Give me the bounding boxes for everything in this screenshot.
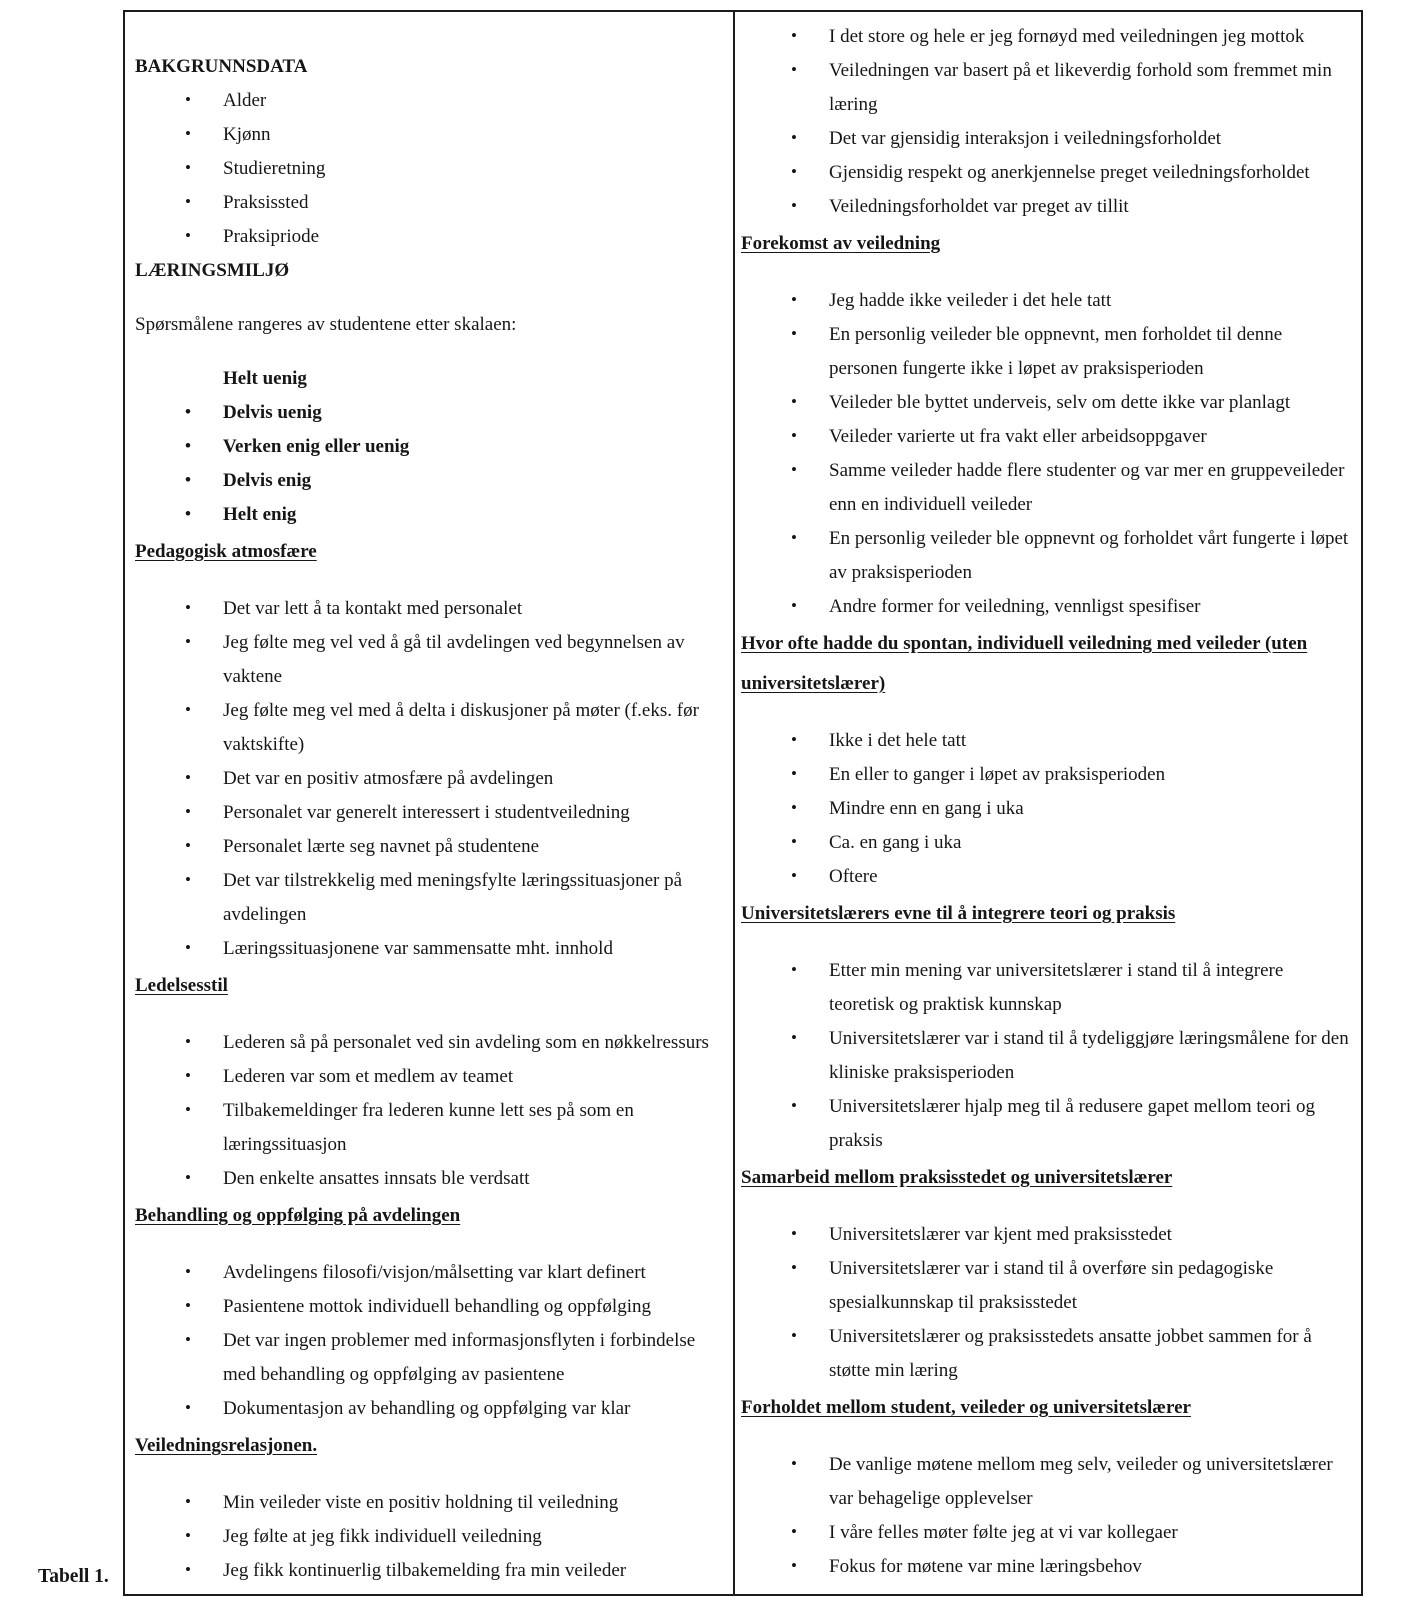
- list-item: [741, 386, 1353, 420]
- bullet-list: [135, 1026, 725, 1196]
- list-item: [741, 1218, 1353, 1252]
- bullet-list: [135, 1256, 725, 1426]
- bullet-icon: •: [185, 158, 191, 177]
- scale-list: [135, 362, 725, 532]
- list-item: [741, 758, 1353, 792]
- list-item: [741, 1090, 1353, 1158]
- list-item: [135, 1290, 725, 1324]
- list-item: [741, 454, 1353, 522]
- list-item-text: I våre felles møter følte jeg at vi var kollegaer: [829, 1522, 1178, 1543]
- spacer: [741, 1428, 1353, 1448]
- bullet-icon: •: [791, 1522, 797, 1541]
- list-item: [135, 362, 725, 396]
- list-item-text: Det var ingen problemer med informasjonsflyten i forbindelse med behandling og oppfølging av pasientene: [223, 1330, 696, 1385]
- intro-paragraph: Spørsmålene rangeres av studentene etter skalaen:: [135, 314, 517, 335]
- list-item: [135, 1486, 725, 1520]
- list-item: [135, 1324, 725, 1392]
- bullet-icon: •: [791, 960, 797, 979]
- spacer: [135, 1466, 725, 1486]
- bullet-icon: •: [791, 596, 797, 615]
- list-item-text: Det var gjensidig interaksjon i veiledningsforholdet: [829, 128, 1222, 149]
- list-item-text: Fokus for møtene var mine læringsbehov: [829, 1556, 1142, 1577]
- list-item: [741, 1448, 1353, 1516]
- bullet-list: [741, 724, 1353, 894]
- list-item-text: Veiledningen var basert på et likeverdig forhold som fremmet min læring: [829, 60, 1332, 115]
- spacer: [135, 342, 725, 362]
- bullet-icon: •: [185, 870, 191, 889]
- list-item-text: Oftere: [829, 866, 878, 887]
- bullet-list: [741, 284, 1353, 624]
- list-item: [741, 1022, 1353, 1090]
- bullet-icon: •: [185, 768, 191, 787]
- list-item-text: Min veileder viste en positiv holdning til veiledning: [223, 1492, 619, 1513]
- bullet-list: [741, 20, 1353, 224]
- list-item-text: Etter min mening var universitetslærer i stand til å integrere teoretisk og praktisk kunnskap: [829, 960, 1284, 1015]
- list-item: [135, 694, 725, 762]
- table-column-left: [125, 12, 735, 1594]
- list-item: [135, 396, 725, 430]
- bullet-icon: •: [185, 632, 191, 651]
- list-item: [135, 464, 725, 498]
- list-item-text: Universitetslærer var kjent med praksisstedet: [829, 1224, 1172, 1245]
- bullet-icon: •: [185, 504, 191, 523]
- list-item: [741, 724, 1353, 758]
- list-item: [741, 20, 1353, 54]
- list-item-text: Ca. en gang i uka: [829, 832, 962, 853]
- list-item-text: Delvis enig: [223, 470, 312, 491]
- list-item: [135, 430, 725, 464]
- spacer: [741, 934, 1353, 954]
- spacer: [135, 572, 725, 592]
- list-item-text: Jeg følte meg vel ved å gå til avdelingen ved begynnelsen av vaktene: [223, 632, 685, 687]
- list-item: [135, 220, 725, 254]
- list-item-text: Universitetslærer og praksisstedets ansatte jobbet sammen for å støtte min læring: [829, 1326, 1312, 1381]
- list-item-text: Alder: [223, 90, 267, 111]
- bullet-list: [741, 1448, 1353, 1584]
- list-item: [135, 626, 725, 694]
- list-item: [135, 84, 725, 118]
- subsection-heading: Veiledningsrelasjonen.: [135, 1435, 318, 1456]
- bullet-icon: •: [791, 128, 797, 147]
- list-item: [741, 54, 1353, 122]
- list-item-text: Universitetslærer hjalp meg til å redusere gapet mellom teori og praksis: [829, 1096, 1315, 1151]
- list-item: [135, 1256, 725, 1290]
- spacer: [741, 1198, 1353, 1218]
- list-item-text: Mindre enn en gang i uka: [829, 798, 1024, 819]
- list-item-text: Samme veileder hadde flere studenter og var mer en gruppeveileder enn en individuell veileder: [829, 460, 1345, 515]
- list-item-text: Helt uenig: [223, 368, 307, 389]
- list-item: [135, 186, 725, 220]
- bullet-icon: •: [791, 26, 797, 45]
- list-item: [135, 1162, 725, 1196]
- list-item-text: De vanlige møtene mellom meg selv, veileder og universitetslærer var behagelige opplevelser: [829, 1454, 1333, 1509]
- list-item-text: En eller to ganger i løpet av praksisperioden: [829, 764, 1166, 785]
- list-item: [741, 860, 1353, 894]
- spacer: [135, 288, 725, 308]
- bullet-icon: •: [791, 832, 797, 851]
- list-item-text: Pasientene mottok individuell behandling og oppfølging: [223, 1296, 651, 1317]
- list-item-text: Delvis uenig: [223, 402, 322, 423]
- list-item-text: Andre former for veiledning, vennligst spesifiser: [829, 596, 1201, 617]
- list-item-text: Praksissted: [223, 192, 309, 213]
- list-item: [135, 1060, 725, 1094]
- bullet-icon: •: [185, 90, 191, 109]
- bullet-list: [741, 1218, 1353, 1388]
- bullet-icon: •: [791, 798, 797, 817]
- bullet-icon: •: [185, 226, 191, 245]
- bullet-list: [135, 84, 725, 254]
- section-heading: BAKGRUNNSDATA: [135, 56, 308, 77]
- list-item: [741, 420, 1353, 454]
- list-item: [135, 592, 725, 626]
- bullet-icon: •: [185, 1296, 191, 1315]
- list-item-text: Det var tilstrekkelig med meningsfylte læringssituasjoner på avdelingen: [223, 870, 683, 925]
- list-item-text: Jeg følte at jeg fikk individuell veiledning: [223, 1526, 542, 1547]
- list-item-text: Personalet lærte seg navnet på studentene: [223, 836, 540, 857]
- list-item-text: Gjensidig respekt og anerkjennelse preget veiledningsforholdet: [829, 162, 1310, 183]
- list-item-text: En personlig veileder ble oppnevnt, men forholdet til denne personen fungerte ikke i løpet av praksisperioden: [829, 324, 1283, 379]
- list-item: [741, 190, 1353, 224]
- bullet-icon: •: [185, 1398, 191, 1417]
- list-item-text: Ikke i det hele tatt: [829, 730, 967, 751]
- list-item: [741, 522, 1353, 590]
- bullet-icon: •: [791, 730, 797, 749]
- list-item: [741, 122, 1353, 156]
- subsection-heading: Universitetslærers evne til å integrere teori og praksis: [741, 903, 1176, 924]
- bullet-icon: •: [791, 1028, 797, 1047]
- list-item: [135, 1026, 725, 1060]
- list-item: [741, 318, 1353, 386]
- bullet-icon: •: [791, 426, 797, 445]
- bullet-list: [135, 1486, 725, 1588]
- questionnaire-table: [123, 10, 1363, 1596]
- bullet-icon: •: [185, 124, 191, 143]
- bullet-icon: •: [791, 196, 797, 215]
- subsection-heading: Pedagogisk atmosfære: [135, 541, 317, 562]
- list-item: [741, 284, 1353, 318]
- section-heading: LÆRINGSMILJØ: [135, 260, 290, 281]
- list-item: [741, 156, 1353, 190]
- bullet-icon: •: [185, 1560, 191, 1579]
- spacer: [135, 1006, 725, 1026]
- list-item: [135, 932, 725, 966]
- list-item: [135, 152, 725, 186]
- list-item-text: Helt enig: [223, 504, 297, 525]
- bullet-icon: •: [791, 1258, 797, 1277]
- spacer: [135, 1236, 725, 1256]
- bullet-icon: •: [185, 1492, 191, 1511]
- list-item: [135, 1520, 725, 1554]
- bullet-icon: •: [185, 192, 191, 211]
- bullet-icon: •: [791, 324, 797, 343]
- subsection-heading: Hvor ofte hadde du spontan, individuell veiledning med veileder (uten universitetslærer): [741, 633, 1308, 694]
- list-item-text: En personlig veileder ble oppnevnt og forholdet vårt fungerte i løpet av praksisperioden: [829, 528, 1349, 583]
- list-item-text: Praksipriode: [223, 226, 320, 247]
- list-item: [135, 796, 725, 830]
- bullet-icon: •: [185, 1066, 191, 1085]
- list-item-text: I det store og hele er jeg fornøyd med veiledningen jeg mottok: [829, 26, 1305, 47]
- list-item-text: Læringssituasjonene var sammensatte mht. innhold: [223, 938, 613, 959]
- subsection-heading: Samarbeid mellom praksisstedet og universitetslærer: [741, 1167, 1173, 1188]
- table-caption: Tabell 1.: [38, 1566, 109, 1587]
- list-item-text: Det var en positiv atmosfære på avdelingen: [223, 768, 554, 789]
- list-item: [135, 864, 725, 932]
- subsection-heading: Forholdet mellom student, veileder og universitetslærer: [741, 1397, 1191, 1418]
- bullet-icon: •: [185, 1262, 191, 1281]
- table-column-right: [735, 12, 1361, 1594]
- bullet-icon: •: [791, 866, 797, 885]
- list-item-text: Universitetslærer var i stand til å tydeliggjøre læringsmålene for den kliniske praksisperioden: [829, 1028, 1349, 1083]
- list-item: [135, 762, 725, 796]
- bullet-icon: •: [185, 1100, 191, 1119]
- list-item: [741, 1516, 1353, 1550]
- list-item: [741, 954, 1353, 1022]
- bullet-list: [741, 954, 1353, 1158]
- spacer: [741, 704, 1353, 724]
- list-item-text: Tilbakemeldinger fra lederen kunne lett ses på som en læringssituasjon: [223, 1100, 634, 1155]
- list-item: [741, 792, 1353, 826]
- list-item: [135, 1392, 725, 1426]
- list-item-text: Veiledningsforholdet var preget av tillit: [829, 196, 1129, 217]
- bullet-icon: •: [791, 392, 797, 411]
- bullet-icon: •: [185, 436, 191, 455]
- bullet-icon: •: [185, 1032, 191, 1051]
- bullet-icon: •: [791, 290, 797, 309]
- bullet-icon: •: [185, 802, 191, 821]
- list-item: [741, 1320, 1353, 1388]
- list-item: [741, 1252, 1353, 1320]
- list-item-text: Veileder ble byttet underveis, selv om dette ikke var planlagt: [829, 392, 1291, 413]
- list-item-text: Universitetslærer var i stand til å overføre sin pedagogiske spesialkunnskap til praksisstedet: [829, 1258, 1274, 1313]
- list-item-text: Jeg fikk kontinuerlig tilbakemelding fra min veileder: [223, 1560, 627, 1581]
- list-item-text: Kjønn: [223, 124, 271, 145]
- bullet-icon: •: [791, 528, 797, 547]
- list-item-text: Det var lett å ta kontakt med personalet: [223, 598, 523, 619]
- list-item: [135, 830, 725, 864]
- subsection-heading: Behandling og oppfølging på avdelingen: [135, 1205, 461, 1226]
- list-item: [135, 1094, 725, 1162]
- bullet-icon: •: [185, 470, 191, 489]
- bullet-list: [135, 592, 725, 966]
- list-item-text: Lederen var som et medlem av teamet: [223, 1066, 514, 1087]
- list-item-text: Personalet var generelt interessert i studentveiledning: [223, 802, 630, 823]
- bullet-icon: •: [791, 1454, 797, 1473]
- list-item-text: Verken enig eller uenig: [223, 436, 410, 457]
- list-item-text: Den enkelte ansattes innsats ble verdsatt: [223, 1168, 530, 1189]
- subsection-heading: Ledelsesstil: [135, 975, 228, 996]
- list-item-text: Jeg hadde ikke veileder i det hele tatt: [829, 290, 1112, 311]
- list-item-text: Veileder varierte ut fra vakt eller arbeidsoppgaver: [829, 426, 1207, 447]
- spacer: [741, 264, 1353, 284]
- bullet-icon: •: [185, 836, 191, 855]
- list-item: [741, 826, 1353, 860]
- list-item-text: Lederen så på personalet ved sin avdeling som en nøkkelressurs: [223, 1032, 709, 1053]
- bullet-icon: •: [791, 1096, 797, 1115]
- list-item-text: Avdelingens filosofi/visjon/målsetting var klart definert: [223, 1262, 646, 1283]
- list-item-text: Dokumentasjon av behandling og oppfølging var klar: [223, 1398, 631, 1419]
- list-item: [135, 118, 725, 152]
- bullet-icon: •: [791, 460, 797, 479]
- bullet-icon: •: [791, 1556, 797, 1575]
- bullet-icon: •: [791, 764, 797, 783]
- list-item-text: Jeg følte meg vel med å delta i diskusjoner på møter (f.eks. før vaktskifte): [223, 700, 699, 755]
- bullet-icon: •: [185, 938, 191, 957]
- bullet-icon: •: [791, 60, 797, 79]
- bullet-icon: •: [791, 162, 797, 181]
- subsection-heading: Forekomst av veiledning: [741, 233, 941, 254]
- list-item-text: Studieretning: [223, 158, 326, 179]
- bullet-icon: •: [185, 1168, 191, 1187]
- bullet-icon: •: [185, 700, 191, 719]
- bullet-icon: •: [185, 598, 191, 617]
- bullet-icon: •: [185, 1330, 191, 1349]
- bullet-icon: •: [185, 402, 191, 421]
- list-item: [741, 590, 1353, 624]
- list-item: [741, 1550, 1353, 1584]
- list-item: [135, 498, 725, 532]
- bullet-icon: •: [791, 1224, 797, 1243]
- bullet-icon: •: [791, 1326, 797, 1345]
- bullet-icon: •: [185, 1526, 191, 1545]
- list-item: [135, 1554, 725, 1588]
